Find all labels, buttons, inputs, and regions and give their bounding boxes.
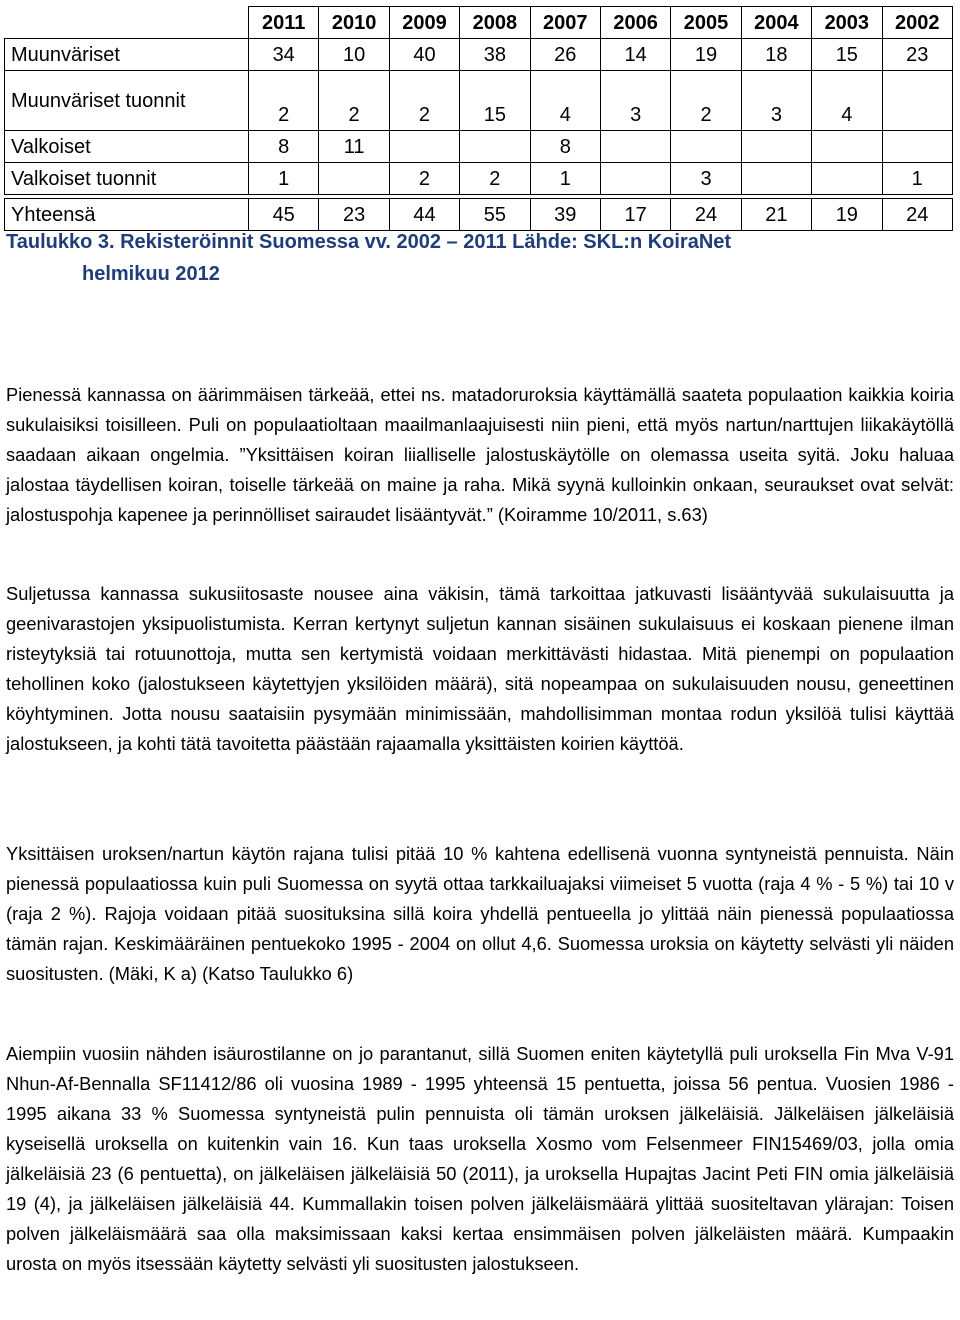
table-cell: 15	[812, 39, 882, 71]
body-paragraph-2: Suljetussa kannassa sukusiitosaste nousee aina väkisin, tämä tarkoittaa jatkuvasti lisääntyvää sukulaisuutta ja geenivarastojen yksipuolistumista. Kerran kertynyt suljetun kannan sisäinen sukulaisuus ei koskaan pienene ilman risteytyksiä tai rotuunottoja, mutta sen kertymistä voidaan merkittävästi hidastaa. Mitä pienempi on populaation tehollinen koko (jalostukseen käytettyjen yksilöiden määrä), sitä nopeampaa on sukulaisuuden nousu, geneettinen köyhtyminen. Jotta nousu saataisiin pysymään minimissään, mahdollisimman montaa rodun yksilöä tulisi käyttää jalostukseen, ja kohti tätä tavoitetta päästään rajaamalla yksittäisten koirien käyttöä.	[6, 583, 954, 755]
year-header: 2004	[741, 7, 811, 39]
table-cell: 2	[319, 71, 389, 131]
table-cell: 8	[249, 131, 319, 163]
table-cell	[882, 131, 952, 163]
year-header: 2010	[319, 7, 389, 39]
table-cell	[600, 131, 670, 163]
table-cell: 18	[741, 39, 811, 71]
table-cell: 44	[389, 199, 459, 231]
table-cell	[600, 163, 670, 195]
table-cell: 1	[882, 163, 952, 195]
table-cell: 2	[460, 163, 530, 195]
table-cell	[460, 131, 530, 163]
table-cell: 2	[249, 71, 319, 131]
table-row	[5, 163, 953, 195]
year-header: 2009	[389, 7, 459, 39]
table-caption	[6, 226, 906, 290]
table-cell: 19	[812, 199, 882, 231]
table-cell: 45	[249, 199, 319, 231]
table-cell	[812, 163, 882, 195]
table-cell: 1	[530, 163, 600, 195]
table-cell: 26	[530, 39, 600, 71]
table-cell	[741, 163, 811, 195]
table-cell: 2	[389, 71, 459, 131]
table-cell: 2	[389, 163, 459, 195]
table-cell	[671, 131, 741, 163]
table-cell: 4	[530, 71, 600, 131]
body-paragraph-4: Aiempiin vuosiin nähden isäurostilanne on jo parantanut, sillä Suomen eniten käytetyllä puli uroksella Fin Mva V-91 Nhun-Af-Bennalla SF11412/86 oli vuosina 1989 - 1995 yhteensä 15 pentuetta, joissa 56 pentua. Vuosien 1986 - 1995 aikana 33 % Suomessa syntyneistä pulin pennuista oli tämän uroksen jälkeläisiä. Jälkeläisen jälkeläisiä kyseisellä uroksella on kuitenkin vain 16. Kun taas uroksella Xosmo vom Felsenmeer FIN15469/03, jolla omia jälkeläisiä 23 (6 pentuetta), on jälkeläisen jälkeläisiä 50 (2011), ja uroksella Hupajtas Jacint Peti FIN omia jälkeläisiä 19 (4), ja jälkeläisen jälkeläisiä 44. Kummallakin toisen polven jälkeläismäärä ylittää suositeltavan ylärajan: Toisen polven jälkeläismäärä saa olla maksimissaan kaksi kertaa ensimmäisen polven jälkeläisten määrä. Kumpaakin urosta on myös itsessään käytetty selvästi yli suositusten jalostukseen.	[6, 1043, 954, 1275]
year-header: 2002	[882, 7, 952, 39]
table-cell: 11	[319, 131, 389, 163]
table-cell: 39	[530, 199, 600, 231]
table-cell: 3	[600, 71, 670, 131]
table-cell: 3	[671, 163, 741, 195]
year-header: 2005	[671, 7, 741, 39]
table-cell: 23	[319, 199, 389, 231]
year-header: 2003	[812, 7, 882, 39]
table-cell: 8	[530, 131, 600, 163]
table-cell: 4	[812, 71, 882, 131]
table-cell: 38	[460, 39, 530, 71]
table-row	[5, 39, 953, 71]
table-cell: 3	[741, 71, 811, 131]
table-cell	[389, 131, 459, 163]
table-cell: 2	[671, 71, 741, 131]
row-label: Valkoiset	[5, 131, 249, 163]
caption-line-2: helmikuu 2012	[82, 263, 220, 285]
table-cell: 17	[600, 199, 670, 231]
table-cell: 21	[741, 199, 811, 231]
table-cell: 14	[600, 39, 670, 71]
table-cell: 23	[882, 39, 952, 71]
body-paragraph-1: Pienessä kannassa on äärimmäisen tärkeää, ettei ns. matadoruroksia käyttämällä saateta populaation kaikkia koiria sukulaisiksi toisilleen. Puli on populaatioltaan maailmanlaajuisesti niin pieni, että myös nartun/narttujen liikakäytöllä saadaan aikaan ongelmia. ”Yksittäisen koiran liialliselle jalostuskäytölle on olemassa useita syitä. Joku haluaa jalostaa täydellisen koiran, toiselle tärkeää on maine ja raha. Mikä syynä kulloinkin onkaan, seuraukset ovat selvät: jalostuspohja kapenee ja perinnölliset sairaudet lisääntyvät.” (Koiramme 10/2011, s.63)	[6, 384, 954, 526]
row-label: Muunväriset	[5, 39, 249, 71]
caption-line-1: Taulukko 3. Rekisteröinnit Suomessa vv. 2002 – 2011 Lähde: SKL:n KoiraNet	[6, 231, 732, 253]
body-paragraph-3: Yksittäisen uroksen/nartun käytön rajana tulisi pitää 10 % kahtena edellisenä vuonna syntyneistä pennuista. Näin pienessä populaatiossa kuin puli Suomessa on syytä ottaa tarkkailuajaksi viimeiset 5 vuotta (raja 4 % - 5 %) tai 10 v (raja 2 %). Rajoja voidaan pitää suosituksina sillä koira yhdellä pentueella jo ylittää näin pienessä populaatiossa tämän rajan. Keskimääräinen pentuekoko 1995 - 2004 on ollut 4,6. Suomessa uroksia on käytetty selvästi yli näiden suositusten. (Mäki, K a) (Katso Taulukko 6)	[6, 843, 954, 985]
table-cell: 24	[882, 199, 952, 231]
table-cell	[319, 163, 389, 195]
table-cell	[812, 131, 882, 163]
table-row	[5, 131, 953, 163]
year-header: 2008	[460, 7, 530, 39]
table-cell: 1	[249, 163, 319, 195]
table-row	[5, 71, 953, 131]
table-cell: 24	[671, 199, 741, 231]
year-header: 2007	[530, 7, 600, 39]
table-cell: 15	[460, 71, 530, 131]
table-header-row	[5, 7, 953, 39]
registrations-table	[4, 6, 953, 231]
row-label: Yhteensä	[5, 199, 249, 231]
year-header: 2006	[600, 7, 670, 39]
table-cell	[741, 131, 811, 163]
table-cell: 34	[249, 39, 319, 71]
table-cell: 10	[319, 39, 389, 71]
table-cell	[882, 71, 952, 131]
table-cell: 55	[460, 199, 530, 231]
table-cell: 40	[389, 39, 459, 71]
row-label: Valkoiset tuonnit	[5, 163, 249, 195]
row-label: Muunväriset tuonnit	[5, 71, 249, 131]
table-cell: 19	[671, 39, 741, 71]
table-corner-cell	[5, 7, 249, 39]
year-header: 2011	[249, 7, 319, 39]
